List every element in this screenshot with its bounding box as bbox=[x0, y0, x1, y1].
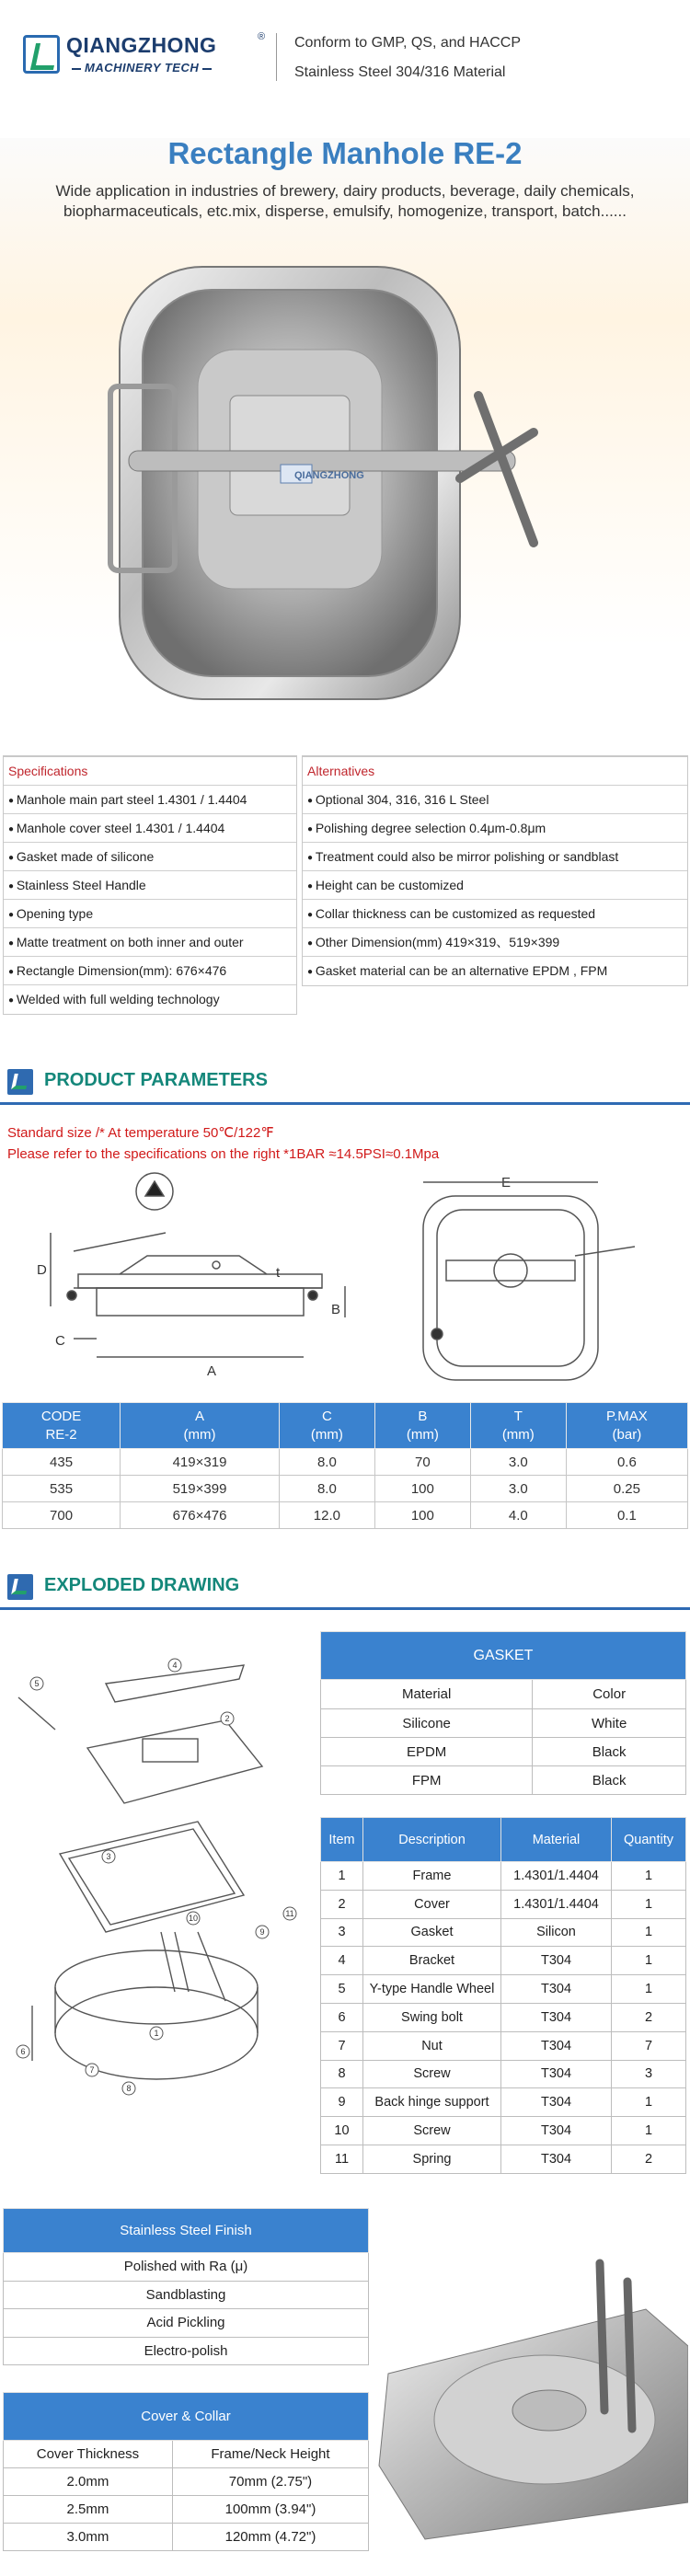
spec-item: ● Manhole cover steel 1.4301 / 1.4404 bbox=[4, 814, 296, 843]
alternatives-table bbox=[302, 755, 688, 986]
spec-item: ● Gasket made of silicone bbox=[4, 843, 296, 871]
table-row: 7 Nut T304 7 bbox=[321, 2031, 686, 2060]
table-row: 2.5mm 100mm (3.94") bbox=[4, 2496, 369, 2524]
section-title: EXPLODED DRAWING bbox=[44, 1575, 240, 1595]
dimension-drawing bbox=[37, 1168, 644, 1389]
parameter-table bbox=[2, 1402, 688, 1529]
spec-item: ● Manhole main part steel 1.4301 / 1.4404 bbox=[4, 786, 296, 814]
finish-title: Stainless Steel Finish bbox=[4, 2209, 369, 2253]
column-header: Quantity bbox=[612, 1818, 686, 1862]
table-row: 2.0mm 70mm (2.75") bbox=[4, 2468, 369, 2496]
top-view bbox=[423, 1182, 635, 1380]
exploded-drawing-section bbox=[0, 1569, 690, 1605]
table-row: 9 Back hinge support T304 1 bbox=[321, 2088, 686, 2117]
alternative-item: ● Height can be customized bbox=[303, 871, 687, 900]
spec-item: ● Rectangle Dimension(mm): 676×476 bbox=[4, 957, 296, 985]
table-row: 5 Y-type Handle Wheel T304 1 bbox=[321, 1975, 686, 2004]
gasket-title: GASKET bbox=[321, 1632, 686, 1680]
material-claim: Stainless Steel 304/316 Material bbox=[294, 64, 506, 80]
specifications-table bbox=[3, 755, 297, 1015]
column-header: Material bbox=[501, 1818, 612, 1862]
alternative-item: ● Other Dimension(mm) 419×319、519×399 bbox=[303, 928, 687, 957]
column-header: A (mm) bbox=[121, 1403, 280, 1449]
dimension-b-label: B bbox=[331, 1302, 341, 1317]
column-header: C (mm) bbox=[279, 1403, 374, 1449]
table-row: Electro-polish bbox=[4, 2337, 369, 2365]
callout-label: 2 bbox=[224, 1714, 230, 1723]
column-header: CODE RE-2 bbox=[3, 1403, 121, 1449]
brand-name: QIANGZHONG bbox=[66, 33, 217, 57]
callout-label: 11 bbox=[285, 1909, 294, 1918]
callout-label: 5 bbox=[34, 1679, 40, 1688]
section-divider bbox=[0, 1102, 690, 1105]
dimension-a-label: A bbox=[207, 1363, 217, 1379]
column-header: P.MAX (bar) bbox=[566, 1403, 687, 1449]
callout-label: 3 bbox=[106, 1852, 111, 1861]
spec-item: ● Stainless Steel Handle bbox=[4, 871, 296, 900]
table-row: 535 519×399 8.0 100 3.0 0.25 bbox=[3, 1476, 688, 1502]
table-row: 11 Spring T304 2 bbox=[321, 2145, 686, 2173]
column-header: B (mm) bbox=[374, 1403, 470, 1449]
manhole-product-image bbox=[92, 248, 552, 718]
section-logo-icon bbox=[7, 1069, 33, 1095]
alternatives-heading: Alternatives bbox=[303, 757, 687, 786]
parts-list-table bbox=[320, 1817, 686, 2174]
alternative-item: ● Polishing degree selection 0.4μm-0.8μm bbox=[303, 814, 687, 843]
hero-watermark: QIANGZHONG bbox=[294, 470, 364, 481]
table-row: 3.0mm 120mm (4.72") bbox=[4, 2524, 369, 2551]
alternative-item: ● Optional 304, 316, 316 L Steel bbox=[303, 786, 687, 814]
spec-item: ● Matte treatment on both inner and outer bbox=[4, 928, 296, 957]
exploded-drawing bbox=[14, 1628, 317, 2125]
pressure-conversion-note: Please refer to the specifications on the right *1BAR ≈14.5PSI≈0.1Mpa bbox=[7, 1146, 440, 1162]
table-row: 3 Gasket Silicon 1 bbox=[321, 1918, 686, 1947]
cover-collar-title: Cover & Collar bbox=[4, 2393, 369, 2441]
registered-mark: ® bbox=[258, 31, 266, 42]
callout-label: 4 bbox=[172, 1661, 178, 1670]
brand-subtitle: MACHINERY TECH bbox=[68, 61, 215, 75]
table-row: 2 Cover 1.4301/1.4404 1 bbox=[321, 1890, 686, 1918]
dimension-e-label: E bbox=[501, 1175, 512, 1190]
table-row: 4 Bracket T304 1 bbox=[321, 1947, 686, 1975]
side-view bbox=[51, 1173, 345, 1357]
spec-item: ● Welded with full welding technology bbox=[4, 985, 296, 1014]
table-row: 1 Frame 1.4301/1.4404 1 bbox=[321, 1862, 686, 1891]
page-header bbox=[0, 0, 690, 138]
dimension-d-label: D bbox=[37, 1262, 47, 1278]
exploded-parts bbox=[18, 1665, 265, 2079]
table-row: 435 419×319 8.0 70 3.0 0.6 bbox=[3, 1449, 688, 1476]
column-header: Item bbox=[321, 1818, 363, 1862]
callout-label: 10 bbox=[188, 1914, 199, 1923]
manhole-secondary-image bbox=[370, 2226, 688, 2558]
product-description: Wide application in industries of brewery, dairy products, beverage, daily chemicals, biopharmaceuticals, etc.mix, disperse, emulsify, homogenize, transport, batch...... bbox=[55, 182, 635, 220]
callout-label: 1 bbox=[154, 2029, 159, 2038]
callout-label: 7 bbox=[89, 2065, 95, 2075]
dimension-c-label: C bbox=[55, 1333, 65, 1349]
alternative-item: ● Gasket material can be an alternative EPDM , FPM bbox=[303, 957, 687, 985]
table-row: Sandblasting bbox=[4, 2281, 369, 2309]
table-header-row: Cover Thickness Frame/Neck Height bbox=[4, 2441, 369, 2468]
table-row: 8 Screw T304 3 bbox=[321, 2060, 686, 2088]
dimension-labels bbox=[37, 1175, 511, 1379]
callout-label: 6 bbox=[20, 2047, 26, 2056]
section-title: PRODUCT PARAMETERS bbox=[44, 1070, 268, 1090]
callout-label: 8 bbox=[126, 2084, 132, 2093]
section-divider bbox=[0, 1607, 690, 1610]
callout-numbers bbox=[17, 1659, 296, 2095]
specifications-heading: Specifications bbox=[4, 757, 296, 786]
alternative-item: ● Treatment could also be mirror polishing or sandblast bbox=[303, 843, 687, 871]
column-header: T (mm) bbox=[470, 1403, 566, 1449]
table-row: Acid Pickling bbox=[4, 2309, 369, 2338]
alternative-item: ● Collar thickness can be customized as requested bbox=[303, 900, 687, 928]
standard-size-note: Standard size /* At temperature 50℃/122℉ bbox=[7, 1125, 274, 1141]
company-logo-icon bbox=[23, 35, 60, 74]
table-row: 10 Screw T304 1 bbox=[321, 2117, 686, 2145]
dimension-t-label: t bbox=[276, 1265, 281, 1281]
product-parameters-section bbox=[0, 1064, 690, 1100]
steel-finish-table bbox=[3, 2208, 369, 2365]
table-row: Silicone White bbox=[321, 1709, 686, 1738]
certification-claim: Conform to GMP, QS, and HACCP bbox=[294, 35, 522, 51]
table-row: EPDM Black bbox=[321, 1738, 686, 1766]
table-row: Polished with Ra (μ) bbox=[4, 2253, 369, 2282]
header-divider bbox=[276, 33, 277, 81]
gasket-table: GASKET Material Color Silicone White EPDM Black FPM Black bbox=[320, 1631, 686, 1795]
column-header: Description bbox=[363, 1818, 501, 1862]
cover-collar-table bbox=[3, 2392, 369, 2551]
spec-item: ● Opening type bbox=[4, 900, 296, 928]
table-row: 6 Swing bolt T304 2 bbox=[321, 2003, 686, 2031]
product-title: Rectangle Manhole RE-2 bbox=[167, 136, 523, 170]
table-row: FPM Black bbox=[321, 1766, 686, 1795]
table-row: 700 676×476 12.0 100 4.0 0.1 bbox=[3, 1502, 688, 1529]
section-logo-icon bbox=[7, 1574, 33, 1600]
callout-label: 9 bbox=[259, 1927, 265, 1937]
